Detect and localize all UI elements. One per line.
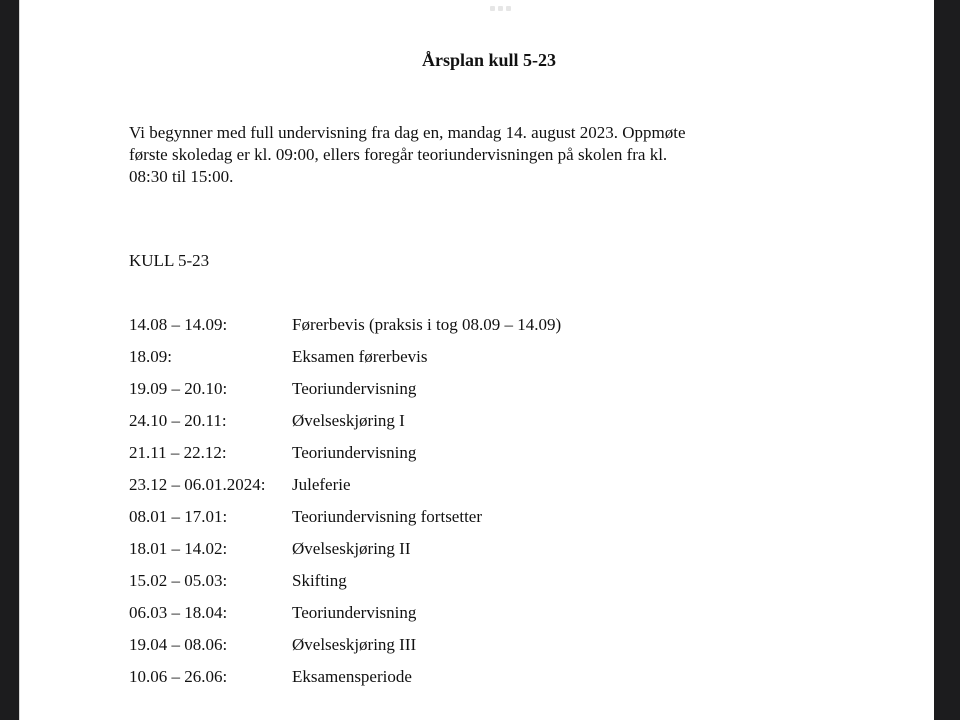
dot	[506, 6, 511, 11]
schedule-activity: Øvelseskjøring III	[292, 635, 417, 654]
schedule-period: 08.01 – 17.01:	[129, 507, 228, 526]
schedule-period: 19.04 – 08.06:	[129, 635, 228, 654]
section-heading: KULL 5-23	[129, 251, 210, 270]
schedule-period: 18.09:	[129, 347, 172, 366]
schedule-activity: Øvelseskjøring I	[292, 411, 405, 430]
schedule-activity: Skifting	[292, 571, 347, 590]
schedule-period: 24.10 – 20.11:	[129, 411, 227, 430]
schedule-row	[129, 409, 561, 441]
schedule-activity: Eksamensperiode	[292, 667, 412, 686]
dot	[498, 6, 503, 11]
schedule-period: 18.01 – 14.02:	[129, 539, 228, 558]
intro-line: Vi begynner med full undervisning fra dag en, mandag 14. august 2023. Oppmøte	[129, 123, 686, 142]
schedule-row	[129, 569, 561, 601]
schedule-row	[129, 313, 561, 345]
ellipsis-icon[interactable]	[490, 6, 514, 12]
schedule-row	[129, 473, 561, 505]
intro-paragraph	[129, 122, 769, 188]
schedule-period: 23.12 – 06.01.2024:	[129, 475, 266, 494]
viewer-left-margin	[0, 0, 18, 720]
schedule-row	[129, 633, 561, 665]
schedule-row	[129, 505, 561, 537]
intro-line: første skoledag er kl. 09:00, ellers foregår teoriundervisningen på skolen fra kl.	[129, 145, 668, 164]
schedule-period: 21.11 – 22.12:	[129, 443, 227, 462]
intro-line: 08:30 til 15:00.	[129, 167, 234, 186]
dot	[490, 6, 495, 11]
schedule-activity: Øvelseskjøring II	[292, 539, 411, 558]
document-title: Årsplan kull 5-23	[421, 50, 557, 71]
schedule-activity: Teoriundervisning	[292, 603, 417, 622]
schedule-activity: Teoriundervisning	[292, 379, 417, 398]
schedule-activity: Eksamen førerbevis	[292, 347, 428, 366]
schedule-activity: Teoriundervisning	[292, 443, 417, 462]
schedule-period: 10.06 – 26.06:	[129, 667, 228, 686]
document-page[interactable]	[19, 0, 935, 720]
schedule-activity: Juleferie	[292, 475, 351, 494]
schedule-row	[129, 601, 561, 633]
viewer-right-margin	[934, 0, 960, 720]
schedule-period: 15.02 – 05.03:	[129, 571, 228, 590]
schedule-list	[129, 313, 561, 697]
schedule-row	[129, 377, 561, 409]
schedule-row	[129, 441, 561, 473]
schedule-activity: Førerbevis (praksis i tog 08.09 – 14.09)	[292, 315, 562, 334]
schedule-activity: Teoriundervisning fortsetter	[292, 507, 483, 526]
schedule-period: 06.03 – 18.04:	[129, 603, 228, 622]
schedule-period: 14.08 – 14.09:	[129, 315, 228, 334]
schedule-row	[129, 345, 561, 377]
schedule-row	[129, 537, 561, 569]
schedule-row	[129, 665, 561, 697]
schedule-period: 19.09 – 20.10:	[129, 379, 228, 398]
